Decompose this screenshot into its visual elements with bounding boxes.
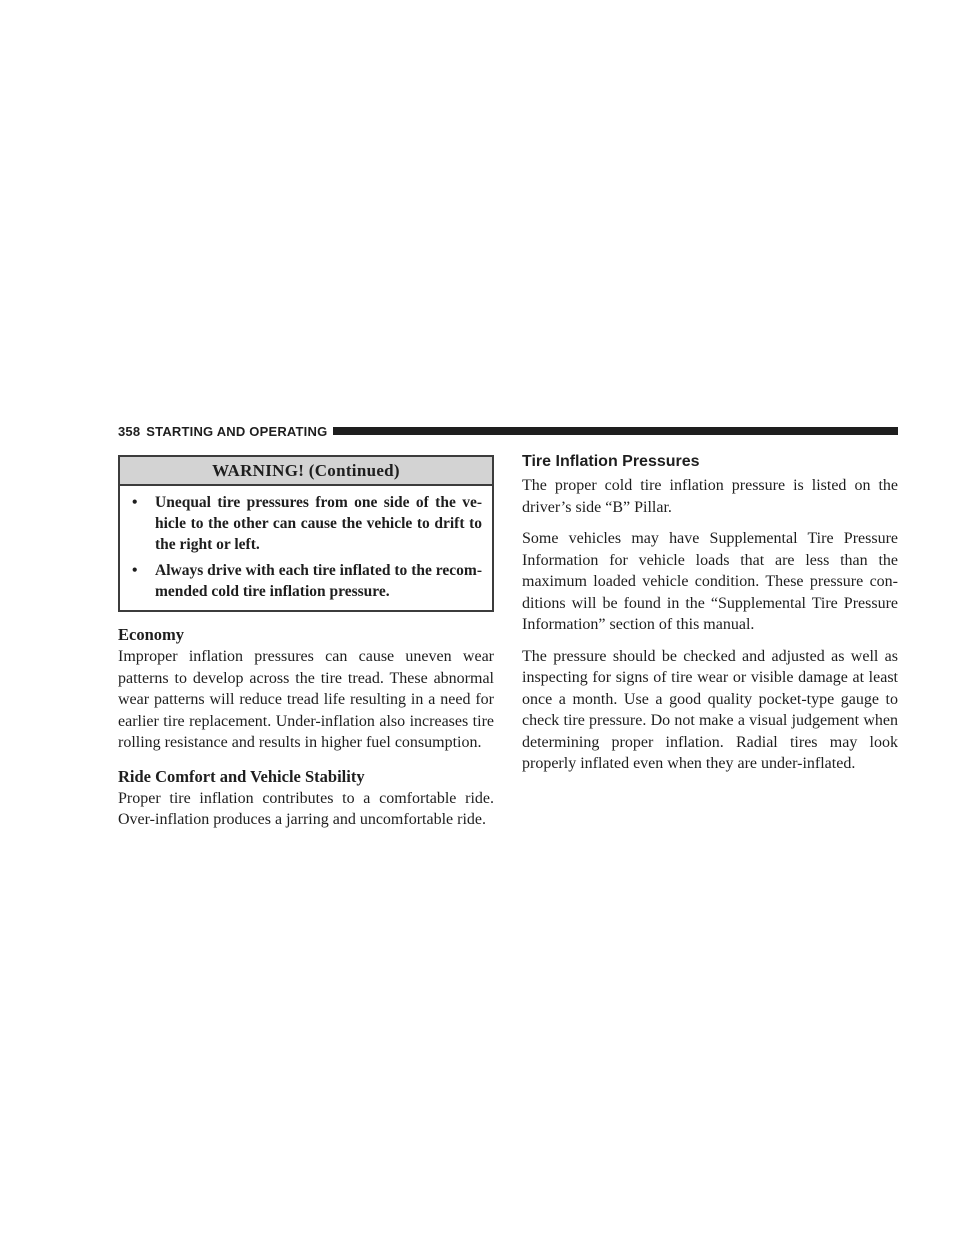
warning-item [130, 560, 482, 602]
warning-box [118, 455, 494, 612]
section-name: STARTING AND OPERATING [146, 423, 328, 439]
ride-comfort-heading: Ride Comfort and Vehicle Stability [118, 766, 365, 786]
warning-item-text: Always drive with each tire inflated to the recom- mended cold tire inflation pressure. [155, 562, 482, 600]
warning-title: WARNING! (Continued) [120, 457, 492, 486]
warning-list [120, 486, 492, 610]
bullet-icon: • [132, 494, 138, 511]
right-column [522, 452, 898, 785]
left-column [118, 455, 494, 841]
warning-item [130, 492, 482, 555]
tire-inflation-paragraph: The proper cold tire inflation pressure is listed on the driver’s side “B” Pillar. [522, 477, 898, 516]
tire-inflation-paragraph: The pressure should be checked and adjusted as well as inspecting for signs of tire wear or visible damage at least once a month. Use a good quality pocket-type gauge to check tire pressure. Do not make a visual judgement when determining proper inflation. Radial tires may look properly inflated even when they are under-inflated. [522, 647, 898, 772]
running-header [118, 421, 898, 441]
tire-inflation-heading: Tire Inflation Pressures [522, 453, 700, 470]
warning-item-text: Unequal tire pressures from one side of the ve- hicle to the other can cause the vehicle to drift to the right or left. [155, 494, 482, 553]
page-number: 358 [118, 423, 141, 439]
ride-comfort-text: Proper tire inflation contributes to a comfortable ride. Over-inflation produces a jarring and uncomfortable ride. [118, 789, 494, 828]
header-rule [333, 427, 898, 435]
economy-heading: Economy [118, 625, 184, 644]
economy-text: Improper inflation pressures can cause uneven wear patterns to develop across the tire tread. These abnormal wear patterns will reduce tread life resulting in a need for earlier tire replacement. Under-inflation also increases tire rolling resistance and results in higher fuel consumption. [118, 648, 494, 751]
bullet-icon: • [132, 562, 138, 579]
tire-inflation-paragraph: Some vehicles may have Supplemental Tire Pressure Information for vehicle loads that are less than the maximum loaded vehicle condition. These pressure con- ditions will be found in the “Supplemental Tire Pressure Information” section of this manual. [522, 530, 898, 633]
